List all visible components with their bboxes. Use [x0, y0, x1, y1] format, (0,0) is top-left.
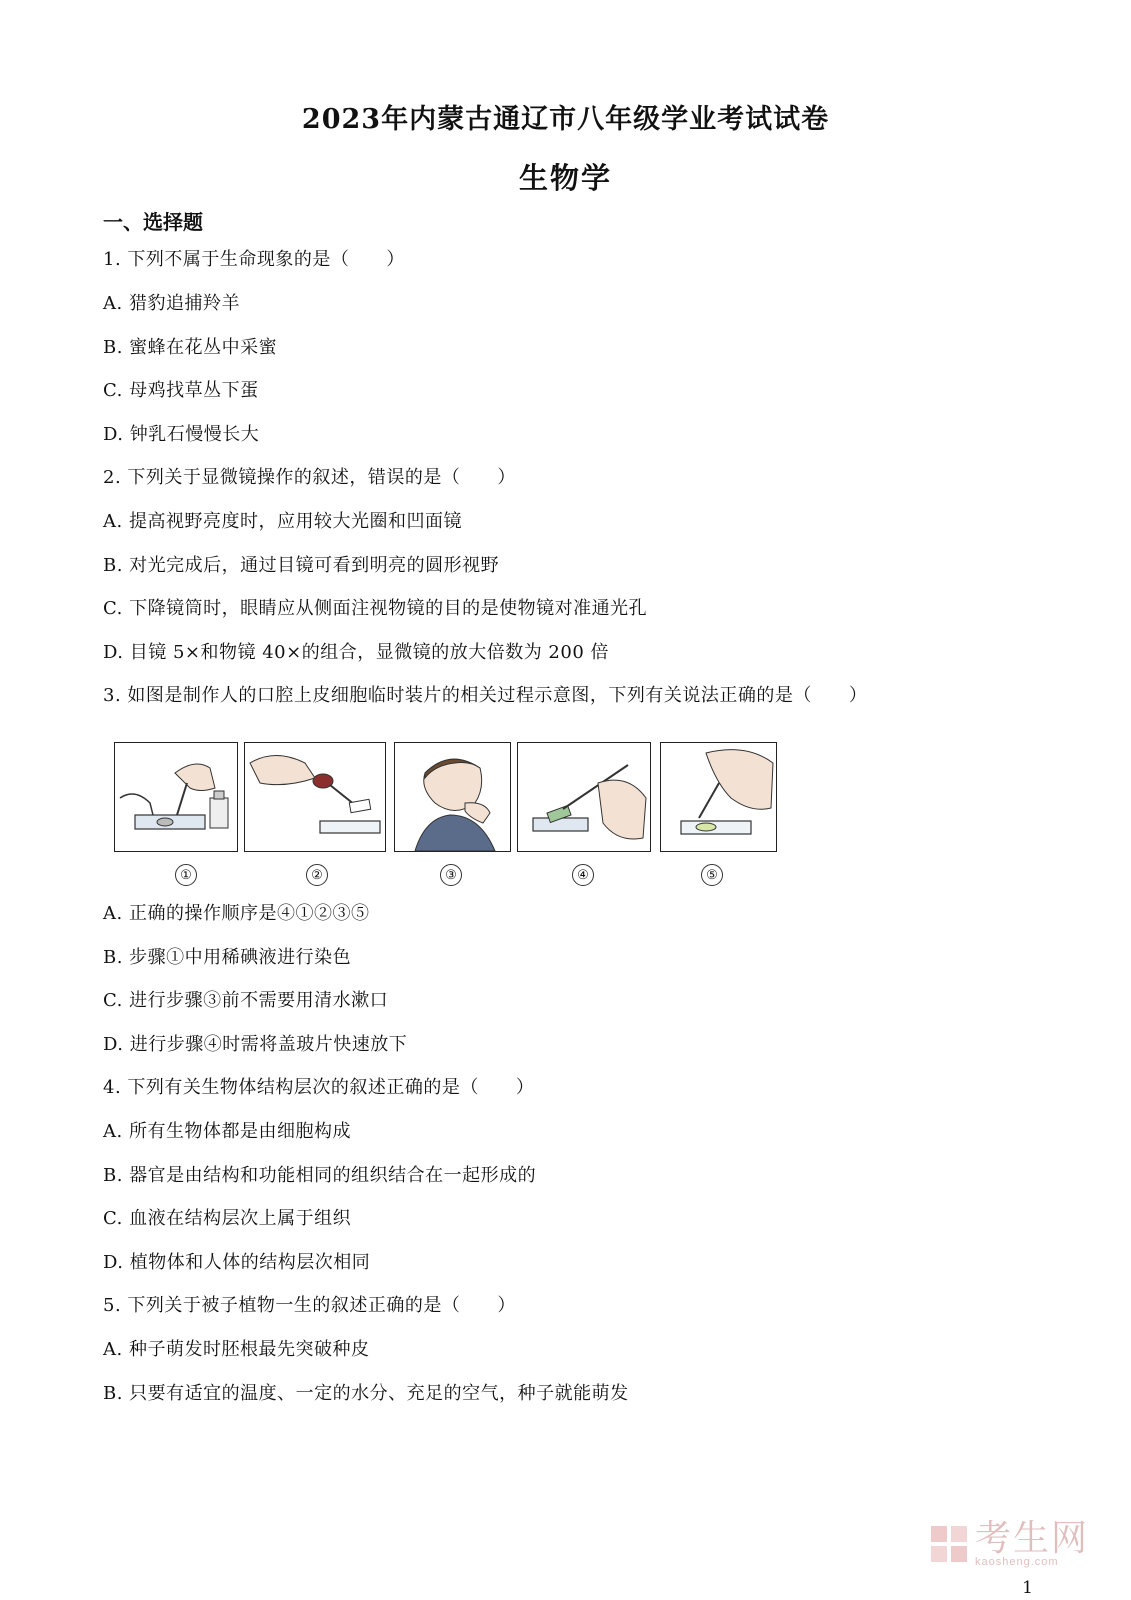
figure-panel-3: [394, 742, 511, 852]
q1-option-d: D. 钟乳石慢慢长大: [103, 424, 260, 445]
coverslip-illustration: [518, 743, 650, 851]
q3-option-d: D. 进行步骤④时需将盖玻片快速放下: [103, 1034, 408, 1055]
q2-option-c: C. 下降镜筒时，眼睛应从侧面注视物镜的目的是使物镜对准通光孔: [103, 598, 648, 619]
q4-option-c: C. 血液在结构层次上属于组织: [103, 1208, 352, 1229]
figure-label-2: ②: [306, 864, 328, 886]
q1-option-b: B. 蜜蜂在花丛中采蜜: [103, 337, 278, 358]
q1-option-c: C. 母鸡找草丛下蛋: [103, 380, 259, 401]
figure-label-3: ③: [440, 864, 462, 886]
q2-option-d: D. 目镜 5×和物镜 40×的组合，显微镜的放大倍数为 200 倍: [103, 642, 609, 663]
figure-label-1: ①: [175, 864, 197, 886]
document-title: 2023年内蒙古通辽市八年级学业考试试卷: [301, 104, 830, 135]
figure-panel-4: [517, 742, 651, 852]
q3-option-c: C. 进行步骤③前不需要用清水漱口: [103, 990, 389, 1011]
watermark-url: kaosheng.com: [974, 1556, 1059, 1568]
section-heading: 一、选择题: [103, 210, 203, 234]
question-4: 4. 下列有关生物体结构层次的叙述正确的是（ ）: [103, 1077, 535, 1098]
q3-option-b: B. 步骤①中用稀碘液进行染色: [103, 947, 352, 968]
watermark-text: 考生网: [974, 1517, 1089, 1558]
page-number: 1: [1022, 1578, 1033, 1598]
boy-rinsing-illustration: [395, 743, 510, 851]
q5-option-a: A. 种子萌发时胚根最先突破种皮: [103, 1339, 370, 1360]
q4-option-d: D. 植物体和人体的结构层次相同: [103, 1252, 371, 1273]
q5-option-b: B. 只要有适宜的温度、一定的水分、充足的空气，种子就能萌发: [103, 1383, 629, 1404]
procedure-figure: [114, 742, 794, 882]
figure-label-5: ⑤: [701, 864, 723, 886]
document-subtitle: 生物学: [518, 161, 612, 195]
q1-option-a: A. 猎豹追捕羚羊: [103, 293, 240, 314]
figure-label-4: ④: [572, 864, 594, 886]
figure-panel-1: [114, 742, 238, 852]
question-2: 2. 下列关于显微镜操作的叙述，错误的是（ ）: [103, 467, 516, 488]
question-1: 1. 下列不属于生命现象的是（ ）: [103, 249, 405, 270]
toothpick-illustration: [661, 743, 776, 851]
q3-option-a: A. 正确的操作顺序是④①②③⑤: [103, 903, 370, 924]
question-5: 5. 下列关于被子植物一生的叙述正确的是（ ）: [103, 1295, 516, 1316]
q4-option-a: A. 所有生物体都是由细胞构成: [103, 1121, 351, 1142]
staining-illustration: [115, 743, 237, 851]
q4-option-b: B. 器官是由结构和功能相同的组织结合在一起形成的: [103, 1165, 537, 1186]
watermark-logo-icon: [929, 1524, 969, 1564]
figure-panel-5: [660, 742, 777, 852]
question-3: 3. 如图是制作人的口腔上皮细胞临时装片的相关过程示意图，下列有关说法正确的是（ ）: [103, 685, 868, 706]
q2-option-b: B. 对光完成后，通过目镜可看到明亮的圆形视野: [103, 555, 500, 576]
watermark: [929, 1517, 1089, 1568]
figure-panel-2: [244, 742, 386, 852]
dropper-illustration: [245, 743, 385, 851]
q2-option-a: A. 提高视野亮度时，应用较大光圈和凹面镜: [103, 511, 462, 532]
